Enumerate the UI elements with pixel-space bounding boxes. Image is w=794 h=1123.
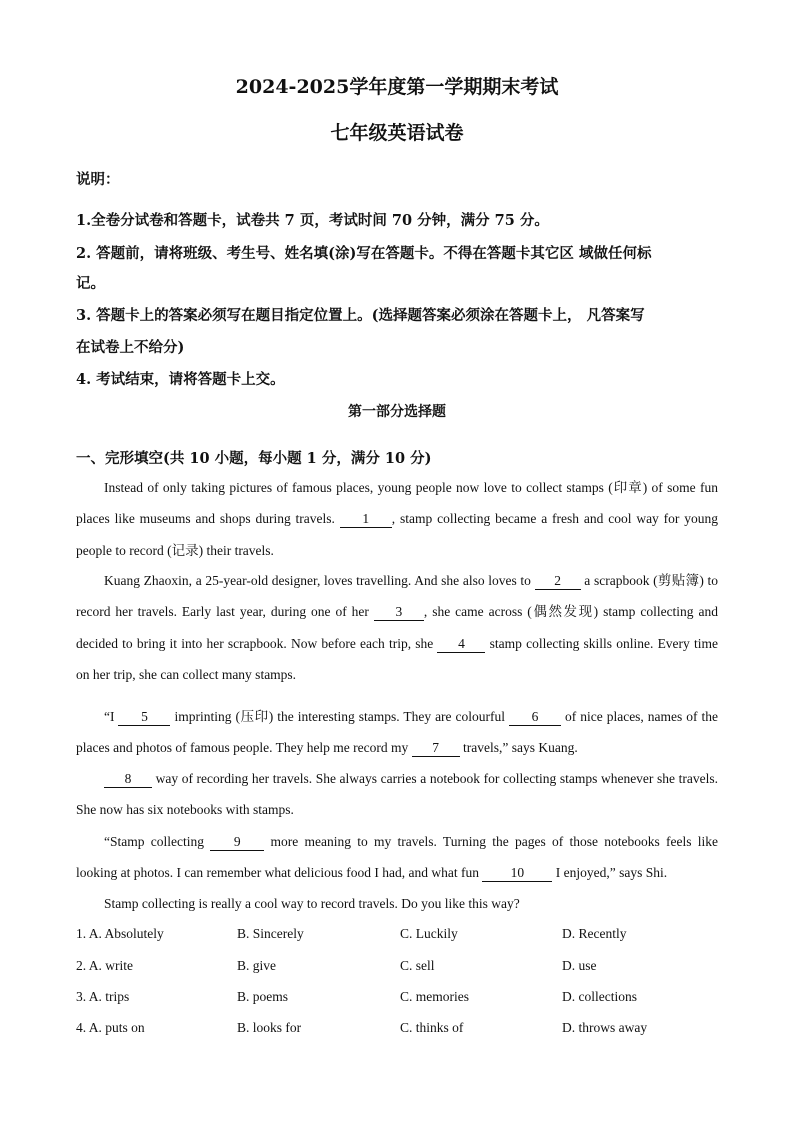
option-a[interactable]: 3. A. trips (76, 989, 130, 1004)
passage-text: travels,” says Kuang. (459, 740, 578, 756)
passage-text: Kuang Zhaoxin, a 25-year-old designer, loves travelling. And she also loves to (104, 573, 535, 588)
question-row (76, 926, 718, 946)
option-a[interactable]: 4. A. puts on (76, 1020, 145, 1035)
exam-title: 2024-2025学年度第一学期期末考试 (235, 76, 559, 98)
option-b[interactable]: B. Sincerely (237, 926, 304, 941)
option-c[interactable]: C. memories (400, 989, 469, 1004)
passage-text: of nice places, names of the places and photos of famous people. They help me record my (76, 709, 718, 756)
blank-8: 8 (104, 771, 152, 788)
option-b[interactable]: B. poems (237, 989, 289, 1004)
passage-text: a scrapbook (剪贴簿) to record her travels. Early last year, during one of her (76, 573, 719, 620)
instruction-3-line-2: 在试卷上不给分) (76, 339, 185, 356)
blank-9: 9 (210, 834, 264, 851)
option-d[interactable]: D. use (562, 958, 597, 973)
instruction-3-line-1: 3. 答题卡上的答案必须写在题目指定位置上。(选择题答案必须涂在答题卡上， 凡答案写 (76, 307, 645, 324)
option-b[interactable]: B. looks for (237, 1020, 302, 1035)
passage-text: , she came across (偶然发现) stamp collecting and decided to bring it into her scrapbook. Now before each trip, she (76, 604, 719, 651)
blank-3: 3 (374, 604, 424, 621)
cloze-heading: 一、完形填空(共 10 小题，每小题 1 分，满分 10 分) (76, 450, 432, 467)
passage-paragraph-5 (76, 826, 718, 889)
option-c[interactable]: C. sell (400, 958, 435, 973)
blank-5: 5 (118, 709, 170, 726)
passage-paragraph-4 (76, 763, 718, 826)
instruction-4: 4. 考试结束，请将答题卡上交。 (76, 371, 285, 388)
option-d[interactable]: D. collections (562, 989, 637, 1004)
instructions-heading: 说明： (76, 171, 120, 188)
passage-text: more meaning to my travels. Turning the pages of those notebooks feels like looking at photos. I can remember what delicious food I had, and what fun (76, 834, 718, 881)
option-b[interactable]: B. give (237, 958, 276, 973)
passage-paragraph-2 (76, 565, 718, 690)
passage-text: , stamp collecting became a fresh and cool way for young people to record (记录) their travels. (76, 511, 718, 558)
blank-2: 2 (535, 573, 581, 590)
option-c[interactable]: C. thinks of (400, 1020, 464, 1035)
option-a[interactable]: 2. A. write (76, 958, 133, 973)
instruction-1: 1.全卷分试卷和答题卡，试卷共 7 页，考试时间 70 分钟，满分 75 分。 (76, 212, 549, 229)
option-d[interactable]: D. throws away (562, 1020, 648, 1035)
passage-paragraph-1 (76, 472, 718, 566)
passage-text: “Stamp collecting (104, 834, 211, 849)
passage-text: Instead of only taking pictures of famous places, young people now love to collect stamps (印章) of some fun places like museums and shops during travels. (76, 480, 718, 527)
blank-6: 6 (509, 709, 561, 726)
instruction-2-line-2: 记。 (76, 275, 105, 292)
blank-1: 1 (340, 511, 392, 528)
passage-paragraph-3 (76, 701, 718, 764)
blank-10: 10 (482, 865, 552, 882)
blank-7: 7 (412, 740, 460, 757)
question-row (76, 958, 718, 978)
passage-paragraph-6: Stamp collecting is really a cool way to record travels. Do you like this way? (104, 896, 520, 911)
option-a[interactable]: 1. A. Absolutely (76, 926, 164, 941)
instruction-2-line-1: 2. 答题前，请将班级、考生号、姓名填(涂)写在答题卡。不得在答题卡其它区 域做任何标 (76, 245, 652, 262)
passage-text: imprinting (压印) the interesting stamps. They are colourful (170, 709, 510, 724)
blank-4: 4 (437, 636, 485, 653)
passage-text: “I (104, 709, 119, 724)
part-title: 第一部分选择题 (348, 404, 446, 420)
passage-text: stamp collecting skills online. Every time on her trip, she can collect many stamps. (76, 635, 718, 682)
option-d[interactable]: D. Recently (562, 926, 627, 941)
option-c[interactable]: C. Luckily (400, 926, 458, 941)
exam-subtitle: 七年级英语试卷 (330, 122, 464, 144)
passage-text: way of recording her travels. She always carries a notebook for collecting stamps whenever she travels. She now has six notebooks with stamps. (76, 771, 718, 818)
question-row (76, 1020, 718, 1040)
passage-text: I enjoyed,” says Shi. (552, 865, 668, 881)
question-row (76, 989, 718, 1009)
